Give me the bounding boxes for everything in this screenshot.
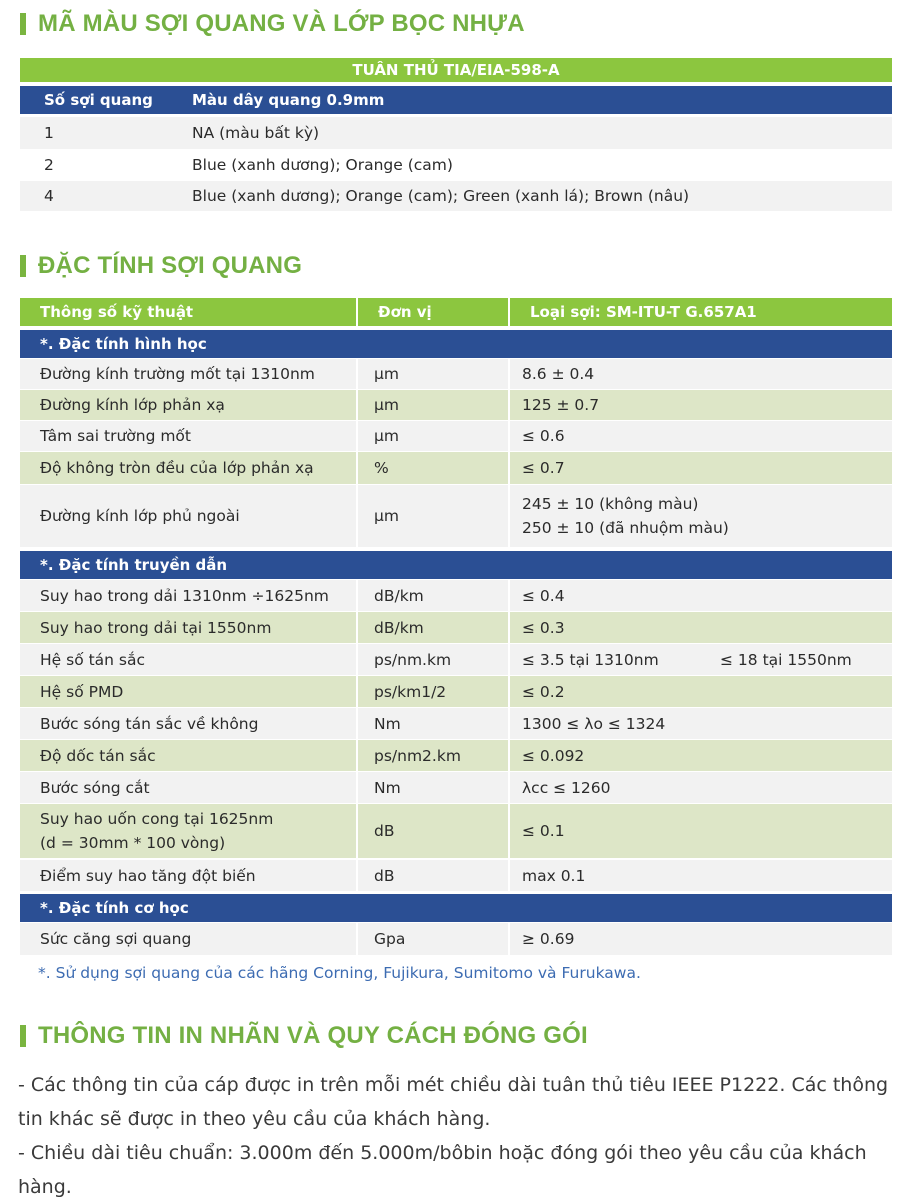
table-row: Độ không tròn đều của lớp phản xạ % ≤ 0.7 — [20, 452, 892, 484]
table-row: Độ dốc tán sắc ps/nm2.km ≤ 0.092 — [20, 740, 892, 771]
table-row: 1 NA (màu bất kỳ) — [20, 117, 892, 149]
title-bar — [20, 255, 26, 277]
color-table-header: Số sợi quang Màu dây quang 0.9mm — [20, 86, 892, 114]
table-row: 2 Blue (xanh dương); Orange (cam) — [20, 149, 892, 181]
group-header-transmission: *. Đặc tính truyền dẫn — [20, 551, 892, 579]
title-bar — [20, 13, 26, 35]
group-header-geometry: *. Đặc tính hình học — [20, 330, 892, 358]
table-row: Hệ số tán sắc ps/nm.km ≤ 3.5 tại 1310nm ≤ 18 tại 1550nm — [20, 644, 892, 675]
spec-table-header: Thông số kỹ thuật Đơn vị Loại sợi: SM-ITU-T G.657A1 — [20, 298, 892, 326]
table-row: Điểm suy hao tăng đột biến dB max 0.1 — [20, 860, 892, 891]
table-row: Tâm sai trường mốt μm ≤ 0.6 — [20, 421, 892, 451]
table-row: 4 Blue (xanh dương); Orange (cam); Green (xanh lá); Brown (nâu) — [20, 181, 892, 211]
section-title-color-code: MÃ MÀU SỢI QUANG VÀ LỚP BỌC NHỰA — [20, 10, 525, 38]
table-row: Đường kính lớp phản xạ μm 125 ± 0.7 — [20, 390, 892, 420]
labeling-paragraph: - Các thông tin của cáp được in trên mỗi mét chiều dài tuân thủ tiêu IEEE P1222. Các thông tin khác sẽ được in theo yêu cầu của khách hàng. - Chiều dài tiêu chuẩn: 3.000m đến 5.000m/bôbin hoặc đóng gói theo yêu cầu của khách hàng. — [18, 1074, 889, 1198]
table-row: Sức căng sợi quang Gpa ≥ 0.69 — [20, 923, 892, 955]
table-row: Bước sóng tán sắc về không Nm 1300 ≤ λo ≤ 1324 — [20, 708, 892, 739]
section-title-labeling: THÔNG TIN IN NHÃN VÀ QUY CÁCH ĐÓNG GÓI — [20, 1022, 588, 1050]
manufacturer-note: *. Sử dụng sợi quang của các hãng Corning, Fujikura, Sumitomo và Furukawa. — [38, 964, 641, 982]
standard-header: TUÂN THỦ TIA/EIA-598-A — [20, 58, 892, 82]
table-row: Đường kính trường mốt tại 1310nm μm 8.6 ± 0.4 — [20, 359, 892, 389]
table-row: Suy hao trong dải tại 1550nm dB/km ≤ 0.3 — [20, 612, 892, 643]
table-row: Bước sóng cắt Nm λcc ≤ 1260 — [20, 772, 892, 803]
table-row: Đường kính lớp phủ ngoài μm 245 ± 10 (không màu) 250 ± 10 (đã nhuộm màu) — [20, 485, 892, 547]
table-row: Suy hao uốn cong tại 1625nm (d = 30mm * 100 vòng) dB ≤ 0.1 — [20, 804, 892, 858]
table-row: Hệ số PMD ps/km1/2 ≤ 0.2 — [20, 676, 892, 707]
section-title-fiber-specs: ĐẶC TÍNH SỢI QUANG — [20, 252, 302, 280]
table-row: Suy hao trong dải 1310nm ÷1625nm dB/km ≤ 0.4 — [20, 580, 892, 611]
title-bar — [20, 1025, 26, 1047]
group-header-mechanical: *. Đặc tính cơ học — [20, 894, 892, 922]
